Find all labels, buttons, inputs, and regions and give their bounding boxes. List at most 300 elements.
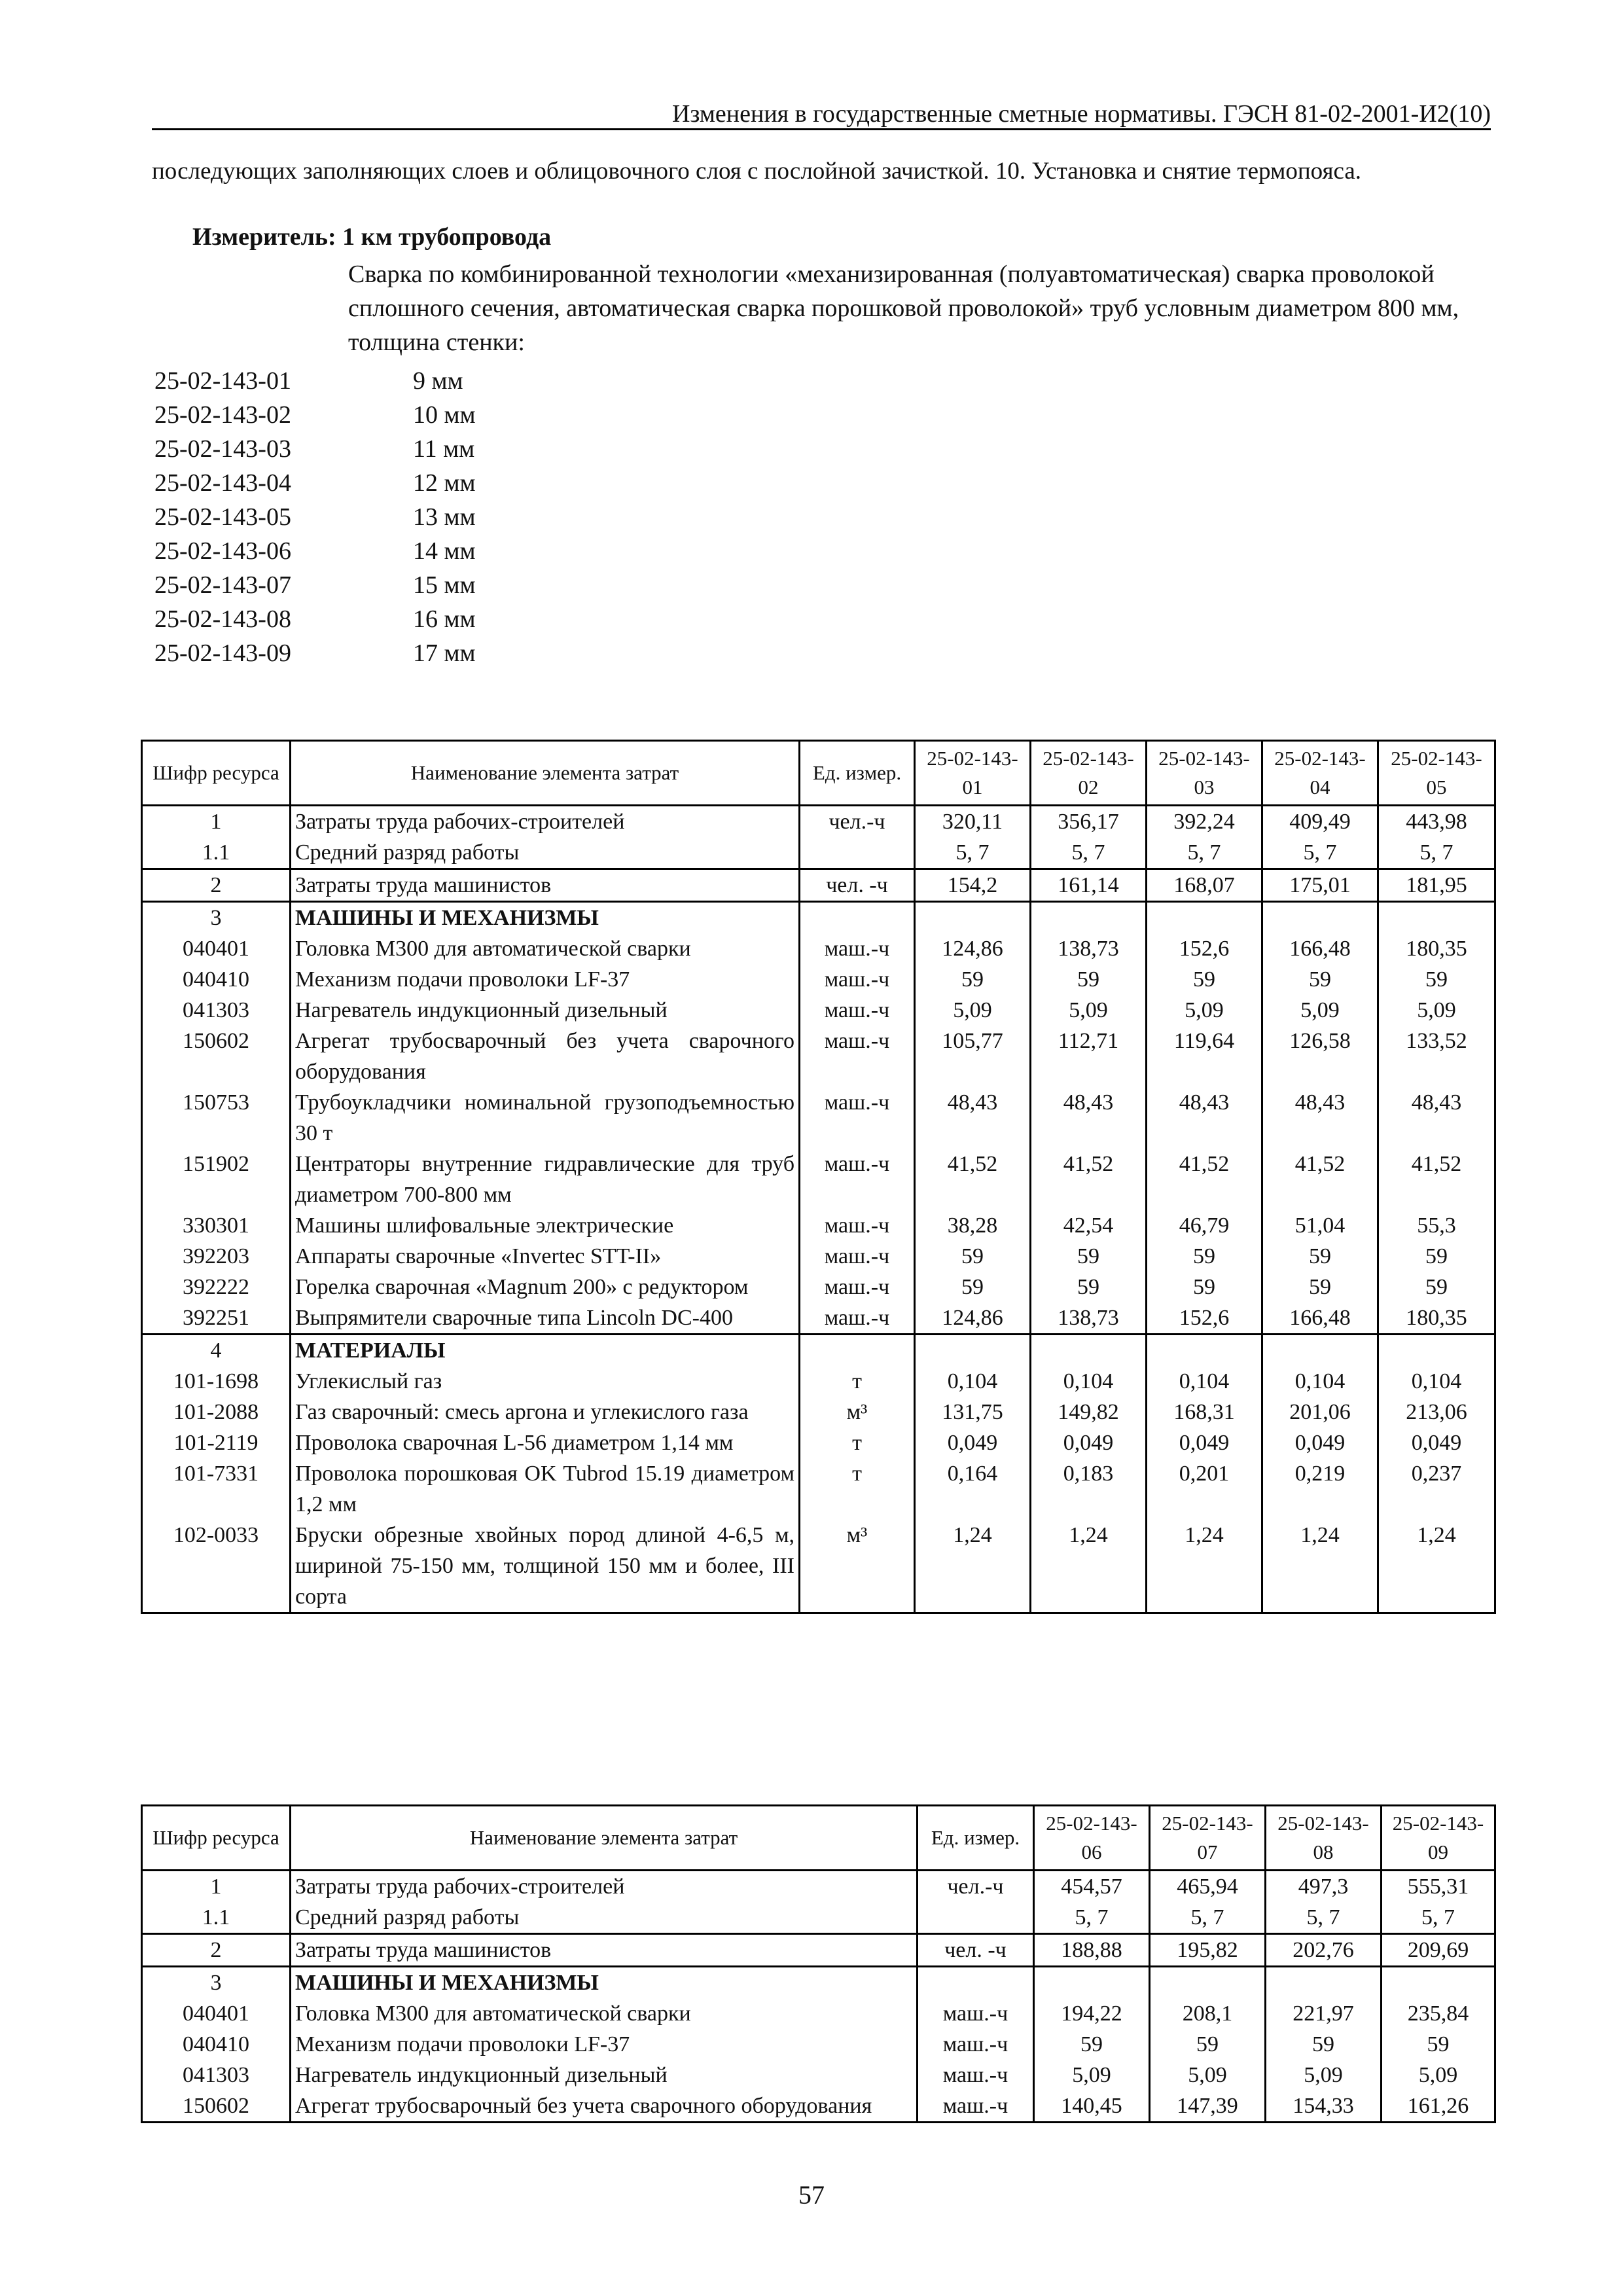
header-cost-element: Наименование элемента затрат bbox=[291, 741, 800, 806]
unit-cell: маш.-ч bbox=[800, 995, 915, 1026]
norm-value-cell: 5, 7 bbox=[1031, 837, 1147, 869]
cost-element-cell: Средний разряд работы bbox=[291, 837, 800, 869]
norm-value-cell: 59 bbox=[1378, 1272, 1495, 1302]
table-group bbox=[142, 1871, 1495, 1934]
resource-code-cell: 101-2088 bbox=[142, 1397, 291, 1427]
norm-value-cell: 161,14 bbox=[1031, 869, 1147, 902]
cost-element-cell: Выпрямители сварочные типа Lincoln DC-400 bbox=[291, 1302, 800, 1335]
norm-value-cell: 126,58 bbox=[1262, 1026, 1378, 1087]
resource-code-cell: 101-1698 bbox=[142, 1366, 291, 1397]
norm-value-cell bbox=[1266, 1967, 1382, 1999]
unit-cell: чел. -ч bbox=[800, 869, 915, 902]
resource-code-cell: 040401 bbox=[142, 1998, 291, 2029]
norm-value-cell: 201,06 bbox=[1262, 1397, 1378, 1427]
norm-value-cell: 59 bbox=[1262, 1272, 1378, 1302]
norm-value-cell: 209,69 bbox=[1382, 1934, 1495, 1967]
table-row bbox=[142, 2029, 1495, 2060]
norm-value-cell: 0,219 bbox=[1262, 1458, 1378, 1520]
norm-value-cell: 41,52 bbox=[1262, 1149, 1378, 1210]
unit-cell: чел. -ч bbox=[918, 1934, 1034, 1967]
code-list-item bbox=[154, 500, 743, 534]
norm-value-cell: 59 bbox=[1262, 1241, 1378, 1272]
resource-code-cell: 101-2119 bbox=[142, 1427, 291, 1458]
norm-value-cell: 166,48 bbox=[1262, 1302, 1378, 1335]
resource-code-cell: 150753 bbox=[142, 1087, 291, 1149]
table-group bbox=[142, 902, 1495, 1335]
norm-value-cell: 140,45 bbox=[1034, 2090, 1150, 2123]
norm-value-cell: 59 bbox=[1147, 1272, 1262, 1302]
norm-value-cell: 59 bbox=[1031, 964, 1147, 995]
header-unit: Ед. измер. bbox=[918, 1806, 1034, 1871]
norm-value-cell bbox=[915, 1335, 1031, 1367]
table-group bbox=[142, 1934, 1495, 1967]
norm-value-cell: 5,09 bbox=[1382, 2060, 1495, 2090]
table-row bbox=[142, 1241, 1495, 1272]
norm-value-cell: 5, 7 bbox=[1382, 1902, 1495, 1934]
norm-value-cell: 5,09 bbox=[1378, 995, 1495, 1026]
table-row bbox=[142, 1458, 1495, 1520]
norm-value-cell: 5,09 bbox=[1031, 995, 1147, 1026]
code-list-item bbox=[154, 636, 743, 670]
unit-cell: маш.-ч bbox=[918, 2060, 1034, 2090]
norm-value-cell: 5, 7 bbox=[915, 837, 1031, 869]
cost-element-cell: Средний разряд работы bbox=[291, 1902, 918, 1934]
header-resource-code: Шифр ресурса bbox=[142, 1806, 291, 1871]
cost-element-cell: МАТЕРИАЛЫ bbox=[291, 1335, 800, 1367]
norm-value-cell: 59 bbox=[1031, 1272, 1147, 1302]
cost-element-cell: Горелка сварочная «Magnum 200» с редуктором bbox=[291, 1272, 800, 1302]
norm-value-cell: 168,07 bbox=[1147, 869, 1262, 902]
table-row bbox=[142, 1302, 1495, 1335]
unit-cell bbox=[800, 1335, 915, 1367]
norm-value-cell bbox=[1262, 1335, 1378, 1367]
unit-cell: маш.-ч bbox=[918, 2090, 1034, 2123]
resource-code-cell: 3 bbox=[142, 902, 291, 934]
cost-element-cell: Машины шлифовальные электрические bbox=[291, 1210, 800, 1241]
norm-value-cell bbox=[1382, 1967, 1495, 1999]
norm-value-cell: 555,31 bbox=[1382, 1871, 1495, 1903]
norm-code: 25-02-143-04 bbox=[154, 469, 291, 497]
table-row bbox=[142, 933, 1495, 964]
unit-cell: маш.-ч bbox=[800, 1087, 915, 1149]
unit-cell: чел.-ч bbox=[918, 1871, 1034, 1903]
norm-value-cell bbox=[1147, 1335, 1262, 1367]
norm-value-cell: 213,06 bbox=[1378, 1397, 1495, 1427]
norm-value-cell: 46,79 bbox=[1147, 1210, 1262, 1241]
norm-value-cell: 154,2 bbox=[915, 869, 1031, 902]
norm-value-cell: 195,82 bbox=[1150, 1934, 1266, 1967]
cost-element-cell: МАШИНЫ И МЕХАНИЗМЫ bbox=[291, 902, 800, 934]
norm-value-cell: 48,43 bbox=[1147, 1087, 1262, 1149]
resource-code-cell: 392203 bbox=[142, 1241, 291, 1272]
wall-thickness: 13 мм bbox=[413, 503, 476, 531]
norm-code: 25-02-143-01 bbox=[154, 367, 291, 395]
resource-code-cell: 040410 bbox=[142, 2029, 291, 2060]
resource-code-cell: 150602 bbox=[142, 2090, 291, 2123]
norm-value-cell: 59 bbox=[1382, 2029, 1495, 2060]
norm-value-cell: 0,104 bbox=[1147, 1366, 1262, 1397]
norm-value-cell: 59 bbox=[1150, 2029, 1266, 2060]
wall-thickness: 12 мм bbox=[413, 469, 476, 497]
norm-value-cell: 5, 7 bbox=[1034, 1902, 1150, 1934]
cost-element-cell: Бруски обрезные хвойных пород длиной 4-6,5 м, шириной 75-150 мм, толщиной 150 мм и более, III сорта bbox=[291, 1520, 800, 1613]
unit-cell: чел.-ч bbox=[800, 806, 915, 838]
norm-value-cell: 0,237 bbox=[1378, 1458, 1495, 1520]
table-row bbox=[142, 1087, 1495, 1149]
norm-description: Сварка по комбинированной технологии «механизированная (полуавтоматическая) сварка проволокой сплошного сечения, автоматическая сварка порошковой проволокой» труб условным диаметром 800 мм, толщина стенки: bbox=[348, 260, 1459, 356]
unit-cell: маш.-ч bbox=[800, 1241, 915, 1272]
header-unit: Ед. измер. bbox=[800, 741, 915, 806]
norm-value-cell: 221,97 bbox=[1266, 1998, 1382, 2029]
table-row bbox=[142, 837, 1495, 869]
norm-value-cell: 105,77 bbox=[915, 1026, 1031, 1087]
table-header-row bbox=[142, 741, 1495, 806]
unit-cell: м³ bbox=[800, 1397, 915, 1427]
resource-code-cell: 040401 bbox=[142, 933, 291, 964]
norm-value-cell: 161,26 bbox=[1382, 2090, 1495, 2123]
norm-value-cell bbox=[1150, 1967, 1266, 1999]
norm-value-cell: 1,24 bbox=[1378, 1520, 1495, 1613]
norm-value-cell: 42,54 bbox=[1031, 1210, 1147, 1241]
unit-cell: т bbox=[800, 1458, 915, 1520]
norm-value-cell: 409,49 bbox=[1262, 806, 1378, 838]
norm-value-cell bbox=[1262, 902, 1378, 934]
table-row bbox=[142, 2060, 1495, 2090]
header-norm-04: 25-02-143-04 bbox=[1262, 741, 1378, 806]
norm-value-cell: 497,3 bbox=[1266, 1871, 1382, 1903]
header-norm-06: 25-02-143-06 bbox=[1034, 1806, 1150, 1871]
norm-value-cell: 0,049 bbox=[915, 1427, 1031, 1458]
cost-element-cell: Аппараты сварочные «Invertec STT-II» bbox=[291, 1241, 800, 1272]
norm-value-cell: 181,95 bbox=[1378, 869, 1495, 902]
table-group bbox=[142, 806, 1495, 869]
unit-cell: м³ bbox=[800, 1520, 915, 1613]
cost-element-cell: МАШИНЫ И МЕХАНИЗМЫ bbox=[291, 1967, 918, 1999]
norm-value-cell: 48,43 bbox=[915, 1087, 1031, 1149]
unit-cell: маш.-ч bbox=[800, 1302, 915, 1335]
resource-code-cell: 102-0033 bbox=[142, 1520, 291, 1613]
header-norm-01: 25-02-143-01 bbox=[915, 741, 1031, 806]
table-header-row bbox=[142, 1806, 1495, 1871]
header-resource-code: Шифр ресурса bbox=[142, 741, 291, 806]
norm-value-cell: 5,09 bbox=[915, 995, 1031, 1026]
norm-value-cell: 48,43 bbox=[1262, 1087, 1378, 1149]
table-row bbox=[142, 1520, 1495, 1613]
norm-value-cell: 175,01 bbox=[1262, 869, 1378, 902]
unit-cell: маш.-ч bbox=[800, 1272, 915, 1302]
header-norm-02: 25-02-143-02 bbox=[1031, 741, 1147, 806]
resource-code-cell: 330301 bbox=[142, 1210, 291, 1241]
norm-value-cell: 320,11 bbox=[915, 806, 1031, 838]
norm-value-cell bbox=[1378, 902, 1495, 934]
code-list-item bbox=[154, 432, 743, 466]
norm-value-cell: 55,3 bbox=[1378, 1210, 1495, 1241]
norm-value-cell bbox=[1031, 1335, 1147, 1367]
wall-thickness: 10 мм bbox=[413, 401, 476, 429]
resource-code-cell: 041303 bbox=[142, 2060, 291, 2090]
cost-element-cell: Агрегат трубосварочный без учета сварочного оборудования bbox=[291, 2090, 918, 2123]
norm-value-cell: 124,86 bbox=[915, 933, 1031, 964]
table-row bbox=[142, 2090, 1495, 2123]
code-list-item bbox=[154, 534, 743, 568]
code-list-item bbox=[154, 398, 743, 432]
norm-value-cell: 1,24 bbox=[1147, 1520, 1262, 1613]
header-norm-07: 25-02-143-07 bbox=[1150, 1806, 1266, 1871]
norm-value-cell: 0,049 bbox=[1262, 1427, 1378, 1458]
norm-value-cell: 166,48 bbox=[1262, 933, 1378, 964]
cost-element-cell: Механизм подачи проволоки LF-37 bbox=[291, 2029, 918, 2060]
header-norm-09: 25-02-143-09 bbox=[1382, 1806, 1495, 1871]
norm-value-cell: 392,24 bbox=[1147, 806, 1262, 838]
norm-value-cell: 48,43 bbox=[1031, 1087, 1147, 1149]
cost-element-cell: Затраты труда машинистов bbox=[291, 869, 800, 902]
norm-value-cell: 59 bbox=[1262, 964, 1378, 995]
norm-value-cell: 48,43 bbox=[1378, 1087, 1495, 1149]
norm-code: 25-02-143-08 bbox=[154, 605, 291, 633]
norm-value-cell: 1,24 bbox=[1262, 1520, 1378, 1613]
unit-cell: т bbox=[800, 1366, 915, 1397]
cost-element-cell: Газ сварочный: смесь аргона и углекислого газа bbox=[291, 1397, 800, 1427]
page-number: 57 bbox=[798, 2180, 825, 2210]
unit-cell bbox=[800, 837, 915, 869]
wall-thickness: 11 мм bbox=[413, 435, 475, 463]
resource-code-cell: 1.1 bbox=[142, 1902, 291, 1934]
norm-value-cell: 59 bbox=[1031, 1241, 1147, 1272]
norm-value-cell: 112,71 bbox=[1031, 1026, 1147, 1087]
norm-value-cell: 1,24 bbox=[915, 1520, 1031, 1613]
norm-value-cell: 138,73 bbox=[1031, 933, 1147, 964]
code-list-item bbox=[154, 364, 743, 398]
norm-value-cell: 149,82 bbox=[1031, 1397, 1147, 1427]
norm-value-cell: 131,75 bbox=[915, 1397, 1031, 1427]
norm-value-cell: 180,35 bbox=[1378, 1302, 1495, 1335]
unit-cell bbox=[800, 902, 915, 934]
unit-cell: маш.-ч bbox=[800, 933, 915, 964]
norm-value-cell: 5, 7 bbox=[1262, 837, 1378, 869]
table-row bbox=[142, 964, 1495, 995]
norm-value-cell: 0,104 bbox=[915, 1366, 1031, 1397]
table-row bbox=[142, 1934, 1495, 1967]
cost-element-cell: Затраты труда рабочих-строителей bbox=[291, 806, 800, 838]
norm-value-cell: 59 bbox=[1147, 964, 1262, 995]
norm-value-cell: 235,84 bbox=[1382, 1998, 1495, 2029]
norm-value-cell bbox=[1378, 1335, 1495, 1367]
table-group bbox=[142, 1967, 1495, 2123]
resource-code-cell: 1 bbox=[142, 1871, 291, 1903]
running-header: Изменения в государственные сметные нормативы. ГЭСН 81-02-2001-И2(10) bbox=[671, 100, 1491, 128]
unit-cell bbox=[918, 1967, 1034, 1999]
cost-element-cell: Затраты труда машинистов bbox=[291, 1934, 918, 1967]
table-row bbox=[142, 1871, 1495, 1903]
norm-value-cell: 152,6 bbox=[1147, 933, 1262, 964]
norm-code: 25-02-143-07 bbox=[154, 571, 291, 599]
norm-code: 25-02-143-02 bbox=[154, 401, 291, 429]
norm-value-cell: 41,52 bbox=[1378, 1149, 1495, 1210]
norm-code-list bbox=[154, 364, 743, 670]
norm-code: 25-02-143-05 bbox=[154, 503, 291, 531]
norm-value-cell: 208,1 bbox=[1150, 1998, 1266, 2029]
norm-value-cell: 0,183 bbox=[1031, 1458, 1147, 1520]
unit-cell bbox=[918, 1902, 1034, 1934]
resource-code-cell: 2 bbox=[142, 869, 291, 902]
table-group bbox=[142, 1335, 1495, 1613]
measurer-heading: Измеритель: 1 км трубопровода bbox=[192, 223, 552, 251]
cost-element-cell: Механизм подачи проволоки LF-37 bbox=[291, 964, 800, 995]
norm-value-cell: 59 bbox=[1378, 1241, 1495, 1272]
cost-element-cell: Затраты труда рабочих-строителей bbox=[291, 1871, 918, 1903]
cost-element-cell: Проволока сварочная L-56 диаметром 1,14 мм bbox=[291, 1427, 800, 1458]
norm-value-cell: 188,88 bbox=[1034, 1934, 1150, 1967]
table-row bbox=[142, 1902, 1495, 1934]
unit-cell: т bbox=[800, 1427, 915, 1458]
cost-element-cell: Углекислый газ bbox=[291, 1366, 800, 1397]
resource-code-cell: 150602 bbox=[142, 1026, 291, 1087]
section-row bbox=[142, 1967, 1495, 1999]
cost-element-cell: Нагреватель индукционный дизельный bbox=[291, 995, 800, 1026]
resource-code-cell: 4 bbox=[142, 1335, 291, 1367]
table-row bbox=[142, 1026, 1495, 1087]
header-norm-08: 25-02-143-08 bbox=[1266, 1806, 1382, 1871]
cost-table-1 bbox=[141, 740, 1496, 1614]
norm-value-cell: 180,35 bbox=[1378, 933, 1495, 964]
resource-code-cell: 1.1 bbox=[142, 837, 291, 869]
intro-paragraph: последующих заполняющих слоев и облицовочного слоя с послойной зачисткой. 10. Установка и снятие термопояса. bbox=[152, 158, 1362, 185]
norm-value-cell: 1,24 bbox=[1031, 1520, 1147, 1613]
wall-thickness: 14 мм bbox=[413, 537, 476, 565]
norm-value-cell bbox=[1034, 1967, 1150, 1999]
norm-value-cell: 5,09 bbox=[1034, 2060, 1150, 2090]
norm-value-cell bbox=[1031, 902, 1147, 934]
resource-code-cell: 392222 bbox=[142, 1272, 291, 1302]
norm-value-cell: 5,09 bbox=[1262, 995, 1378, 1026]
norm-value-cell: 51,04 bbox=[1262, 1210, 1378, 1241]
norm-value-cell: 5,09 bbox=[1150, 2060, 1266, 2090]
header-rule bbox=[152, 128, 1491, 130]
norm-code: 25-02-143-03 bbox=[154, 435, 291, 463]
norm-value-cell: 0,049 bbox=[1031, 1427, 1147, 1458]
norm-value-cell: 41,52 bbox=[1147, 1149, 1262, 1210]
resource-code-cell: 151902 bbox=[142, 1149, 291, 1210]
norm-value-cell: 356,17 bbox=[1031, 806, 1147, 838]
unit-cell: маш.-ч bbox=[918, 2029, 1034, 2060]
norm-value-cell: 133,52 bbox=[1378, 1026, 1495, 1087]
header-norm-05: 25-02-143-05 bbox=[1378, 741, 1495, 806]
norm-value-cell: 465,94 bbox=[1150, 1871, 1266, 1903]
norm-value-cell: 202,76 bbox=[1266, 1934, 1382, 1967]
norm-value-cell: 443,98 bbox=[1378, 806, 1495, 838]
cost-element-cell: Головка M300 для автоматической сварки bbox=[291, 933, 800, 964]
norm-value-cell: 147,39 bbox=[1150, 2090, 1266, 2123]
code-list-item bbox=[154, 568, 743, 602]
table-row bbox=[142, 1366, 1495, 1397]
cost-element-cell: Трубоукладчики номинальной грузоподъемностью 30 т bbox=[291, 1087, 800, 1149]
code-list-item bbox=[154, 602, 743, 636]
unit-cell: маш.-ч bbox=[800, 964, 915, 995]
norm-value-cell: 59 bbox=[1378, 964, 1495, 995]
unit-cell: маш.-ч bbox=[800, 1149, 915, 1210]
wall-thickness: 15 мм bbox=[413, 571, 476, 599]
resource-code-cell: 041303 bbox=[142, 995, 291, 1026]
norm-value-cell: 0,104 bbox=[1262, 1366, 1378, 1397]
table-row bbox=[142, 869, 1495, 902]
section-row bbox=[142, 1335, 1495, 1367]
table-row bbox=[142, 1149, 1495, 1210]
table-row bbox=[142, 1272, 1495, 1302]
cost-element-cell: Проволока порошковая OK Tubrod 15.19 диаметром 1,2 мм bbox=[291, 1458, 800, 1520]
code-list-item bbox=[154, 466, 743, 500]
unit-cell: маш.-ч bbox=[918, 1998, 1034, 2029]
norm-value-cell: 138,73 bbox=[1031, 1302, 1147, 1335]
cost-table-2 bbox=[141, 1804, 1496, 2123]
norm-value-cell: 0,049 bbox=[1147, 1427, 1262, 1458]
section-row bbox=[142, 902, 1495, 934]
norm-value-cell: 168,31 bbox=[1147, 1397, 1262, 1427]
table-row bbox=[142, 1998, 1495, 2029]
norm-value-cell: 0,104 bbox=[1378, 1366, 1495, 1397]
resource-code-cell: 101-7331 bbox=[142, 1458, 291, 1520]
norm-value-cell: 5, 7 bbox=[1378, 837, 1495, 869]
norm-value-cell: 454,57 bbox=[1034, 1871, 1150, 1903]
table-row bbox=[142, 1210, 1495, 1241]
wall-thickness: 17 мм bbox=[413, 639, 476, 667]
norm-value-cell: 5, 7 bbox=[1150, 1902, 1266, 1934]
norm-value-cell: 59 bbox=[1034, 2029, 1150, 2060]
norm-value-cell: 59 bbox=[915, 964, 1031, 995]
norm-value-cell: 0,164 bbox=[915, 1458, 1031, 1520]
table-group bbox=[142, 869, 1495, 902]
cost-element-cell: Агрегат трубосварочный без учета сварочного оборудования bbox=[291, 1026, 800, 1087]
norm-value-cell: 0,201 bbox=[1147, 1458, 1262, 1520]
cost-element-cell: Головка M300 для автоматической сварки bbox=[291, 1998, 918, 2029]
norm-value-cell: 5, 7 bbox=[1266, 1902, 1382, 1934]
norm-value-cell: 59 bbox=[1266, 2029, 1382, 2060]
norm-value-cell: 154,33 bbox=[1266, 2090, 1382, 2123]
norm-value-cell: 59 bbox=[915, 1272, 1031, 1302]
norm-value-cell: 124,86 bbox=[915, 1302, 1031, 1335]
resource-code-cell: 392251 bbox=[142, 1302, 291, 1335]
norm-value-cell: 59 bbox=[915, 1241, 1031, 1272]
cost-element-cell: Нагреватель индукционный дизельный bbox=[291, 2060, 918, 2090]
norm-value-cell: 0,049 bbox=[1378, 1427, 1495, 1458]
norm-value-cell: 119,64 bbox=[1147, 1026, 1262, 1087]
table-row bbox=[142, 806, 1495, 838]
norm-value-cell: 194,22 bbox=[1034, 1998, 1150, 2029]
norm-value-cell: 38,28 bbox=[915, 1210, 1031, 1241]
cost-element-cell: Центраторы внутренние гидравлические для труб диаметром 700-800 мм bbox=[291, 1149, 800, 1210]
resource-code-cell: 040410 bbox=[142, 964, 291, 995]
resource-code-cell: 1 bbox=[142, 806, 291, 838]
unit-cell: маш.-ч bbox=[800, 1210, 915, 1241]
norm-value-cell bbox=[915, 902, 1031, 934]
norm-value-cell: 0,104 bbox=[1031, 1366, 1147, 1397]
norm-value-cell: 41,52 bbox=[915, 1149, 1031, 1210]
norm-value-cell: 59 bbox=[1147, 1241, 1262, 1272]
header-cost-element: Наименование элемента затрат bbox=[291, 1806, 918, 1871]
header-norm-03: 25-02-143-03 bbox=[1147, 741, 1262, 806]
resource-code-cell: 3 bbox=[142, 1967, 291, 1999]
table-row bbox=[142, 1397, 1495, 1427]
norm-code: 25-02-143-09 bbox=[154, 639, 291, 667]
norm-value-cell: 5,09 bbox=[1266, 2060, 1382, 2090]
unit-cell: маш.-ч bbox=[800, 1026, 915, 1087]
norm-code: 25-02-143-06 bbox=[154, 537, 291, 565]
wall-thickness: 9 мм bbox=[413, 367, 463, 395]
norm-value-cell: 152,6 bbox=[1147, 1302, 1262, 1335]
table-row bbox=[142, 1427, 1495, 1458]
resource-code-cell: 2 bbox=[142, 1934, 291, 1967]
norm-value-cell: 5, 7 bbox=[1147, 837, 1262, 869]
norm-value-cell: 5,09 bbox=[1147, 995, 1262, 1026]
